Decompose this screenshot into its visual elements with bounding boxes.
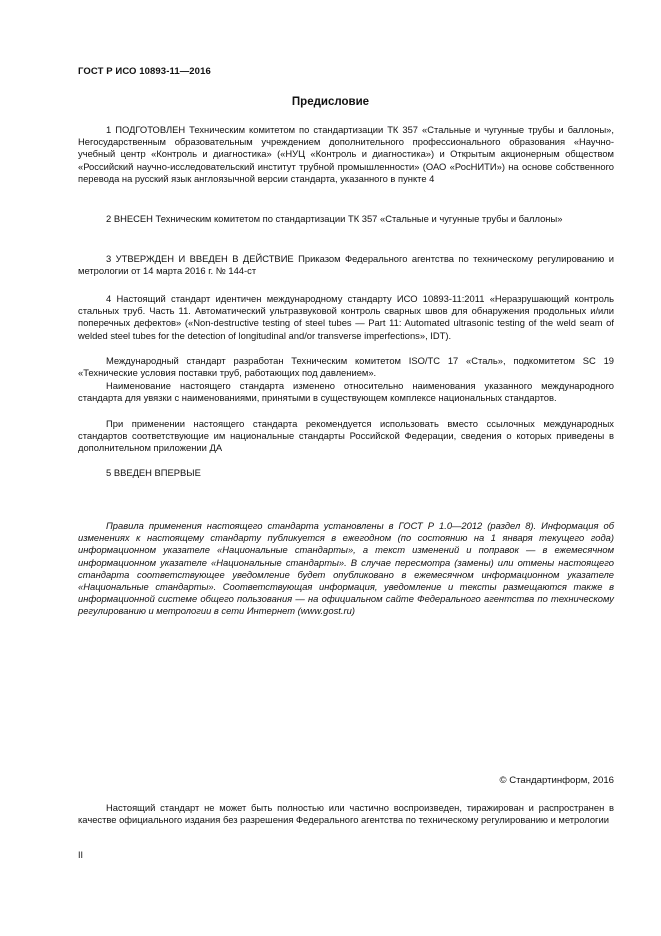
section-3-approved: 3 УТВЕРЖДЕН И ВВЕДЕН В ДЕЙСТВИЕ Приказом Федерального агентства по техническому регулированию и метрологии от 14 марта 2016 г. № 144-ст xyxy=(78,253,614,277)
section-4-references-note: При применении настоящего стандарта рекомендуется использовать вместо ссылочных международных стандартов соответствующие им национальные стандарты Российской Федерации, сведения о которых приведены в дополнительном приложении ДА xyxy=(78,418,614,454)
section-1-prepared-by: 1 ПОДГОТОВЛЕН Техническим комитетом по стандартизации ТК 357 «Стальные и чугунные трубы и баллоны», Негосударственным образовательным учреждением дополнительного профессионального образования «Научно-учебный центр «Контроль и диагностика» («НУЦ «Контроль и диагностика») и Открытым акционерным обществом «Российский научно-исследовательский институт трубной промышленности» (ОАО «РосНИТИ») на основе собственного перевода на русский язык англоязычной версии стандарта, указанного в пункте 4 xyxy=(78,124,614,184)
page-title: Предисловие xyxy=(291,96,370,108)
section-2-submitted-by: 2 ВНЕСЕН Техническим комитетом по стандартизации ТК 357 «Стальные и чугунные трубы и баллоны» xyxy=(106,213,563,224)
application-rules-note: Правила применения настоящего стандарта установлены в ГОСТ Р 1.0—2012 (раздел 8). Информация об изменениях к настоящему стандарту публикуется в ежегодном (по состоянию на 1 января текущего года) информационном указателе «Национальные стандарты», а текст изменений и поправок — в ежемесячном информационном указателе «Национальные стандарты». В случае пересмотра (замены) или отмены настоящего стандарта соответствующее уведомление будет опубликовано в ежемесячном информационном указателе «Национальные стандарты». Соответствующая информация, уведомление и тексты размещаются также в информационной системе общего пользования — на официальном сайте Федерального агентства по техническому регулированию и метрологии в сети Интернет (www.gost.ru) xyxy=(78,520,614,617)
section-5-first-introduced: 5 ВВЕДЕН ВПЕРВЫЕ xyxy=(106,467,201,478)
page-number: II xyxy=(78,850,84,860)
reproduction-restriction-note: Настоящий стандарт не может быть полностью или частично воспроизведен, тиражирован и распространен в качестве официального издания без разрешения Федерального агентства по техническому регулированию и метрологии xyxy=(78,802,614,826)
section-4-developer-note: Международный стандарт разработан Техническим комитетом ISO/TC 17 «Сталь», подкомитетом SC 19 «Технические условия поставки труб, работающих под давлением». xyxy=(78,355,614,379)
section-4-identical-standard: 4 Настоящий стандарт идентичен международному стандарту ИСО 10893-11:2011 «Неразрушающий контроль стальных труб. Часть 11. Автоматический ультразвуковой контроль сварных швов для обнаружения продольных и/или поперечных дефектов» («Non-destructive testing of steel tubes — Part 11: Automated ultrasonic testing of the weld seam of welded steel tubes for the detection of longitudinal and/or transverse imperfections», IDT). xyxy=(78,293,614,341)
section-4-name-change-note: Наименование настоящего стандарта изменено относительно наименования указанного международного стандарта для увязки с наименованиями, принятыми в существующем комплексе национальных стандартов. xyxy=(78,380,614,404)
document-id-header: ГОСТ Р ИСО 10893-11—2016 xyxy=(78,66,211,77)
copyright-line: © Стандартинформ, 2016 xyxy=(499,775,614,786)
